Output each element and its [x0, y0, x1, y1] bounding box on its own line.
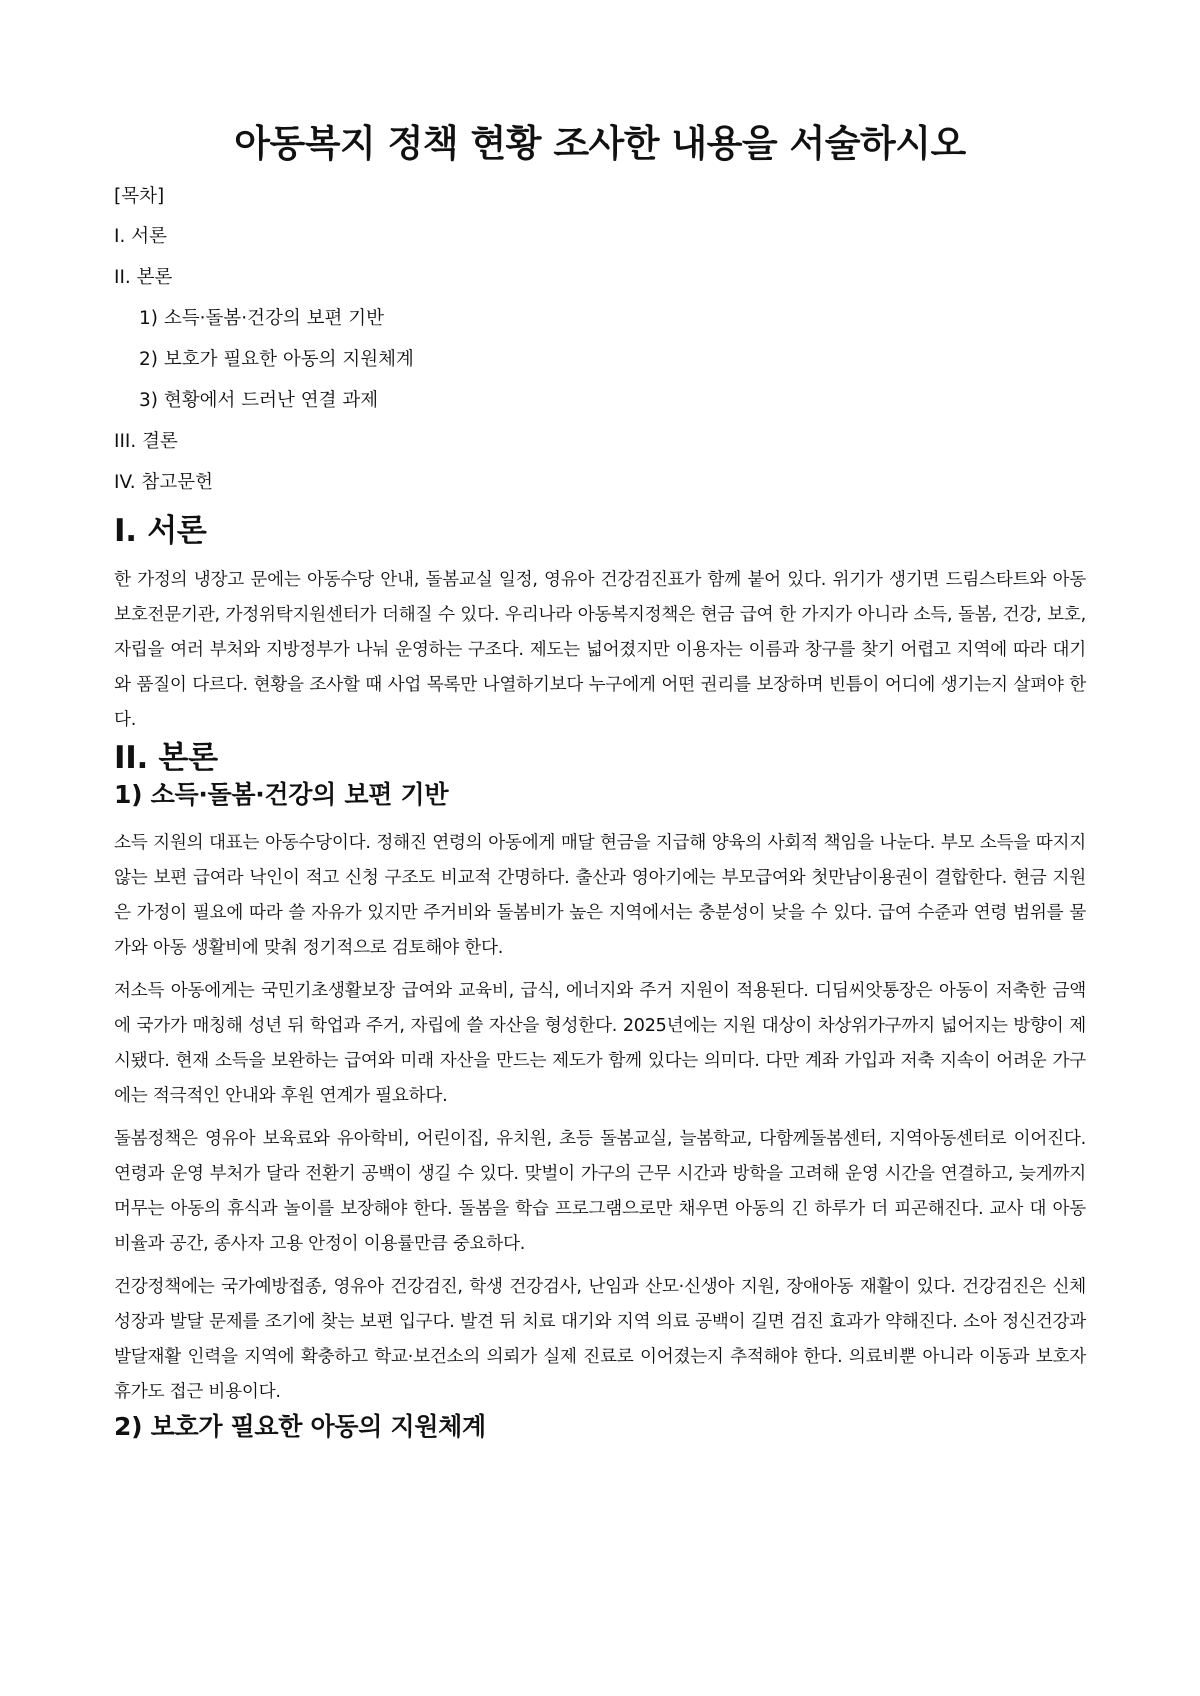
body-paragraph: 저소득 아동에게는 국민기초생활보장 급여와 교육비, 급식, 에너지와 주거 지원이 적용된다. 디딤씨앗통장은 아동이 저축한 금액에 국가가 매칭해 성년 뒤 학업과 주거, 자립에 쓸 자산을 형성한다. 2025년에는 지원 대상이 차상위가구까지 넓어지는 방향이 제시됐다. 현재 소득을 보완하는 급여와 미래 자산을 만드는 제도가 함께 있다는 의미다. 다만 계좌 가입과 저축 지속이 어려운 가구에는 적극적인 안내와 후원 연계가 필요하다.	[114, 981, 1086, 1106]
toc-subitem: 3) 현황에서 드러난 연결 과제	[139, 390, 379, 411]
toc-item: III. 결론	[114, 431, 178, 452]
body-heading: II. 본론	[114, 740, 218, 776]
body-paragraph: 건강정책에는 국가예방접종, 영유아 건강검진, 학생 건강검사, 난임과 산모·신생아 지원, 장애아동 재활이 있다. 건강검진은 신체 성장과 발달 문제를 조기에 찾는 보편 입구다. 발견 뒤 치료 대기와 지역 의료 공백이 길면 검진 효과가 약해진다. 소아 정신건강과 발달재활 인력을 지역에 확충하고 학교·보건소의 의뢰가 실제 진료로 이어졌는지 추적해야 한다. 의료비뿐 아니라 이동과 보호자 휴가도 접근 비용이다.	[114, 1277, 1086, 1402]
toc-heading: [목차]	[114, 186, 165, 207]
subsection-heading: 1) 소득·돌봄·건강의 보편 기반	[114, 780, 449, 809]
body-paragraph: 돌봄정책은 영유아 보육료와 유아학비, 어린이집, 유치원, 초등 돌봄교실, 늘봄학교, 다함께돌봄센터, 지역아동센터로 이어진다. 연령과 운영 부처가 달라 전환기 공백이 생길 수 있다. 맞벌이 가구의 근무 시간과 방학을 고려해 운영 시간을 연결하고, 늦게까지 머무는 아동의 휴식과 놀이를 보장해야 한다. 돌봄을 학습 프로그램으로만 채우면 아동의 긴 하루가 더 피곤해진다. 교사 대 아동 비율과 공간, 종사자 고용 안정이 이용률만큼 중요하다.	[114, 1129, 1086, 1254]
intro-paragraph: 한 가정의 냉장고 문에는 아동수당 안내, 돌봄교실 일정, 영유아 건강검진표가 함께 붙어 있다. 위기가 생기면 드림스타트와 아동보호전문기관, 가정위탁지원센터가 더해질 수 있다. 우리나라 아동복지정책은 현금 급여 한 가지가 아니라 소득, 돌봄, 건강, 보호, 자립을 여러 부처와 지방정부가 나눠 운영하는 구조다. 제도는 넓어졌지만 이용자는 이름과 창구를 찾기 어렵고 지역에 따라 대기와 품질이 다르다. 현황을 조사할 때 사업 목록만 나열하기보다 누구에게 어떤 권리를 보장하며 빈틈이 어디에 생기는지 살펴야 한다.	[114, 570, 1086, 730]
intro-heading: I. 서론	[114, 513, 207, 549]
toc-subitem: 1) 소득·돌봄·건강의 보편 기반	[139, 308, 384, 329]
table-of-contents	[114, 184, 1086, 511]
toc-item: II. 본론	[114, 267, 173, 288]
body-paragraph: 소득 지원의 대표는 아동수당이다. 정해진 연령의 아동에게 매달 현금을 지급해 양육의 사회적 책임을 나눈다. 부모 소득을 따지지 않는 보편 급여라 낙인이 적고 신청 구조도 비교적 간명하다. 출산과 영아기에는 부모급여와 첫만남이용권이 결합한다. 현금 지원은 가정이 필요에 따라 쓸 자유가 있지만 주거비와 돌봄비가 높은 지역에서는 충분성이 낮을 수 있다. 급여 수준과 연령 범위를 물가와 아동 생활비에 맞춰 정기적으로 검토해야 한다.	[114, 833, 1086, 958]
toc-subitem: 2) 보호가 필요한 아동의 지원체계	[139, 349, 414, 370]
document-title: 아동복지 정책 현황 조사한 내용을 서술하시오	[234, 122, 966, 165]
subsection-heading: 2) 보호가 필요한 아동의 지원체계	[114, 1412, 486, 1441]
toc-item: I. 서론	[114, 226, 167, 247]
toc-item: IV. 참고문헌	[114, 472, 213, 493]
